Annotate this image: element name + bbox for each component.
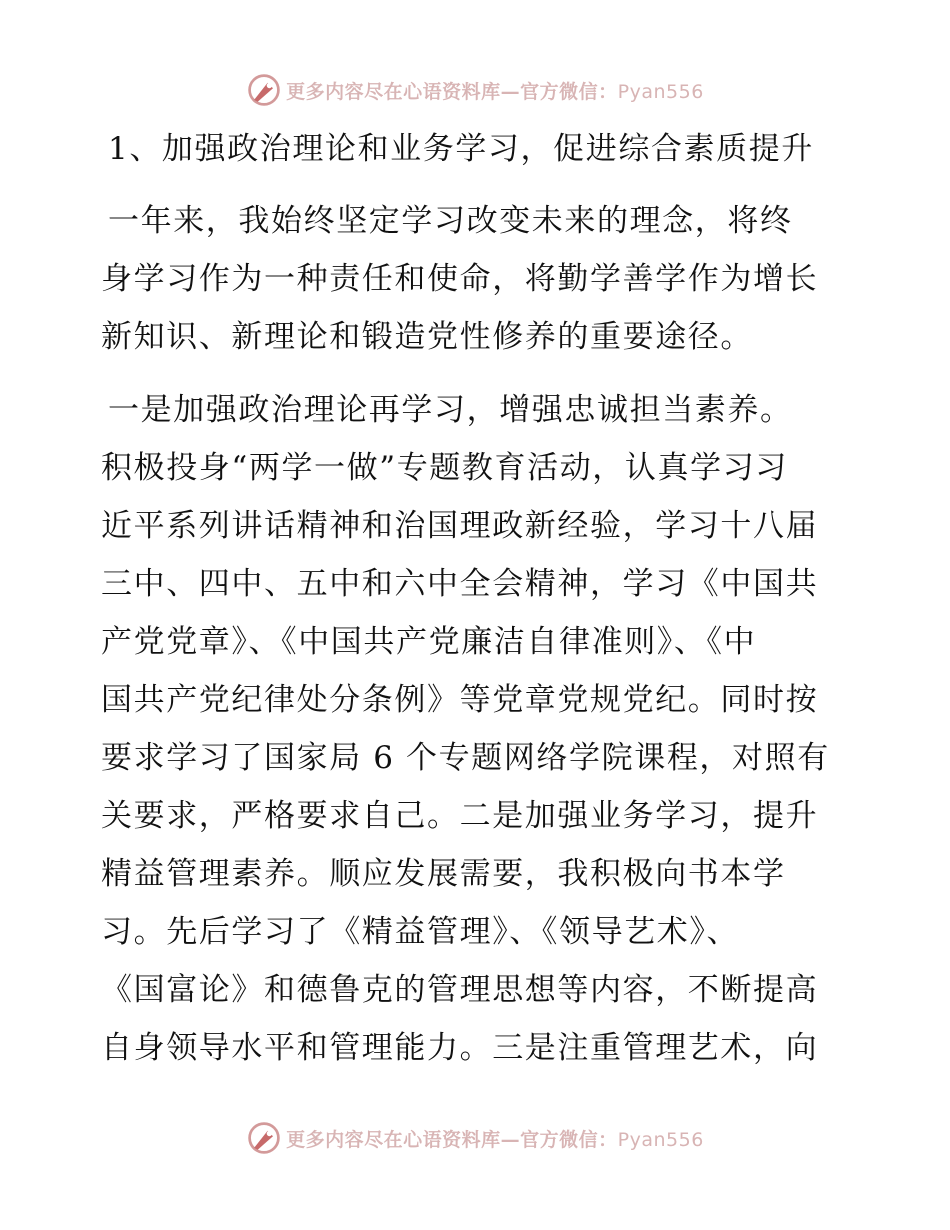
text-line: 一是加强政治理论再学习，增强忠诚担当素养。 bbox=[108, 392, 793, 428]
watermark-banner-top bbox=[0, 70, 950, 110]
text-line: 国共产党纪律处分条例》等党章党规党纪。同时按 bbox=[101, 682, 819, 718]
text-line: 一年来，我始终坚定学习改变未来的理念，将终 bbox=[108, 203, 793, 239]
text-line: 产党党章》、《中国共产党廉洁自律准则》、《中 bbox=[101, 624, 757, 660]
section-heading: 1、加强政治理论和业务学习，促进综合素质提升 bbox=[108, 131, 814, 167]
text-line: 三中、四中、五中和六中全会精神，学习《中国共 bbox=[101, 566, 819, 602]
watermark-text: 更多内容尽在心语资料库—官方微信：Pyan556 bbox=[286, 1128, 704, 1151]
text-line: 自身领导水平和管理能力。三是注重管理艺术，向 bbox=[101, 1030, 819, 1066]
pen-nib-icon bbox=[246, 72, 282, 108]
text-line: 身学习作为一种责任和使命，将勤学善学作为增长 bbox=[101, 261, 819, 297]
watermark-text: 更多内容尽在心语资料库—官方微信：Pyan556 bbox=[286, 80, 704, 103]
text-line: 《国富论》和德鲁克的管理思想等内容，不断提高 bbox=[101, 972, 819, 1008]
text-line: 新知识、新理论和锻造党性修养的重要途径。 bbox=[101, 319, 753, 355]
text-line: 精益管理素养。顺应发展需要，我积极向书本学 bbox=[101, 856, 786, 892]
text-line: 积极投身“两学一做”专题教育活动，认真学习习 bbox=[101, 450, 788, 486]
text-line: 习。先后学习了《精益管理》、《领导艺术》、 bbox=[101, 914, 740, 950]
pen-nib-icon bbox=[246, 1120, 282, 1156]
text-line: 近平系列讲话精神和治国理政新经验，学习十八届 bbox=[101, 508, 819, 544]
text-line: 关要求，严格要求自己。二是加强业务学习，提升 bbox=[101, 798, 819, 834]
text-line: 要求学习了国家局 6 个专题网络学院课程，对照有 bbox=[101, 740, 830, 776]
watermark-banner-bottom bbox=[0, 1118, 950, 1158]
